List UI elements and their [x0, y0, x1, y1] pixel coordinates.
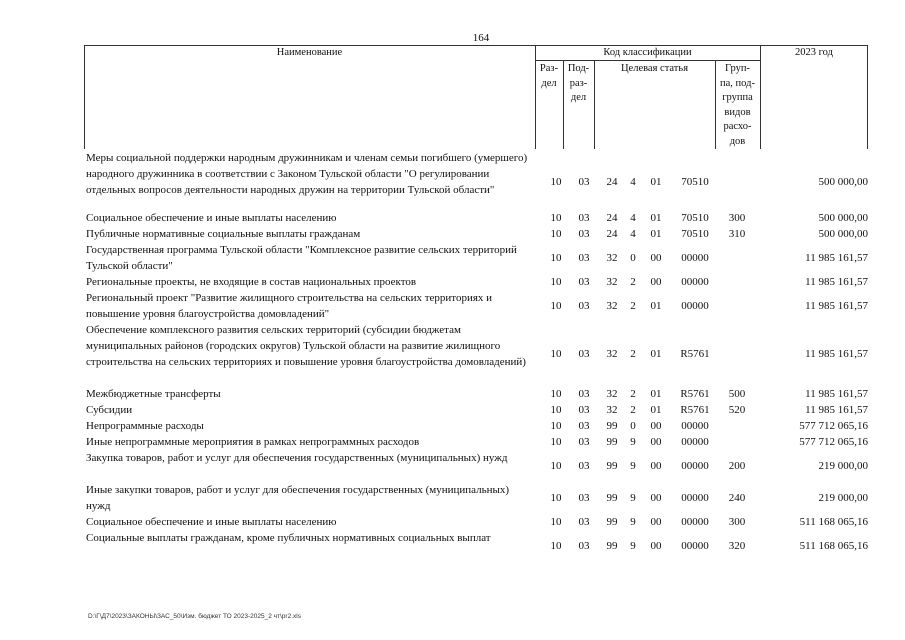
row-name: Обеспечение комплексного развития сельских территорий (субсидии бюджетам муниципальных районов (городских округов) Тульской области на развитие жилищного строительства на сельских территориях и повышение уровня благоустройства домовладений)	[86, 324, 526, 368]
row-cs2: 9	[630, 492, 636, 504]
row-cs4: 00000	[681, 540, 709, 552]
row-name: Иные непрограммные мероприятия в рамках непрограммных расходов	[86, 436, 420, 448]
row-cs4: R5761	[680, 388, 710, 400]
row-cs2: 0	[630, 252, 636, 264]
row-razdel: 10	[550, 212, 562, 224]
row-cs3: 01	[650, 404, 662, 416]
table-row	[86, 210, 868, 226]
header-name: Наименование	[276, 47, 343, 58]
row-razdel: 10	[550, 436, 562, 448]
row-podrazdel: 03	[578, 276, 590, 288]
row-name: Субсидии	[86, 404, 133, 416]
row-cs3: 00	[650, 492, 662, 504]
row-razdel: 10	[550, 460, 562, 472]
row-amount: 11 985 161,57	[805, 348, 868, 360]
row-cs2: 9	[630, 540, 636, 552]
table-row	[86, 434, 868, 450]
row-razdel: 10	[550, 252, 562, 264]
table-row	[86, 514, 868, 530]
row-cs4: 00000	[681, 516, 709, 528]
row-vr: 500	[728, 388, 746, 400]
row-razdel: 10	[550, 420, 562, 432]
row-cs1: 99	[606, 436, 618, 448]
row-podrazdel: 03	[578, 176, 590, 188]
row-razdel: 10	[550, 300, 562, 312]
row-podrazdel: 03	[578, 228, 590, 240]
row-razdel: 10	[550, 348, 562, 360]
header-divider	[760, 45, 761, 149]
table-row	[86, 274, 868, 290]
row-cs1: 99	[606, 516, 618, 528]
row-razdel: 10	[550, 404, 562, 416]
row-cs4: 00000	[681, 420, 709, 432]
row-podrazdel: 03	[578, 252, 590, 264]
row-cs3: 00	[650, 276, 662, 288]
row-cs3: 01	[650, 228, 662, 240]
row-cs1: 32	[606, 300, 618, 312]
row-cs2: 4	[630, 212, 636, 224]
row-razdel: 10	[550, 516, 562, 528]
row-cs2: 4	[630, 176, 636, 188]
row-cs2: 2	[630, 404, 636, 416]
row-cs1: 32	[606, 348, 618, 360]
row-cs1: 32	[606, 276, 618, 288]
row-podrazdel: 03	[578, 212, 590, 224]
row-cs1: 99	[606, 492, 618, 504]
row-cs3: 01	[650, 348, 662, 360]
row-amount: 219 000,00	[818, 460, 868, 472]
row-cs4: 00000	[681, 436, 709, 448]
row-cs3: 00	[650, 516, 662, 528]
table-row	[86, 386, 868, 402]
row-cs2: 2	[630, 348, 636, 360]
row-podrazdel: 03	[578, 300, 590, 312]
row-name: Закупка товаров, работ и услуг для обеспечения государственных (муниципальных) нужд	[86, 452, 508, 464]
row-cs3: 00	[650, 460, 662, 472]
row-cs4: 00000	[681, 276, 709, 288]
header-year: 2023 год	[795, 47, 833, 58]
table-row	[86, 226, 868, 242]
row-name: Региональные проекты, не входящие в состав национальных проектов	[86, 276, 417, 288]
row-amount: 511 168 065,16	[799, 516, 868, 528]
row-razdel: 10	[550, 492, 562, 504]
row-vr: 200	[728, 460, 746, 472]
row-vr: 300	[728, 516, 746, 528]
row-cs3: 01	[650, 212, 662, 224]
row-cs4: 00000	[681, 460, 709, 472]
row-vr: 240	[728, 492, 746, 504]
row-amount: 219 000,00	[818, 492, 868, 504]
row-podrazdel: 03	[578, 388, 590, 400]
row-cs2: 2	[630, 388, 636, 400]
row-vr: 520	[728, 404, 746, 416]
row-amount: 11 985 161,57	[805, 252, 868, 264]
row-vr: 300	[728, 212, 746, 224]
row-amount: 11 985 161,57	[805, 388, 868, 400]
header-target-article: Целевая статья	[620, 63, 689, 74]
row-name: Меры социальной поддержки народным дружинникам и членам семьи погибшего (умершего) народного дружинника в соответствии с Законом Тульской области "О регулировании отдельных вопросов деятельности народных дружин на территории Тульской области"	[86, 152, 528, 196]
row-cs2: 4	[630, 228, 636, 240]
row-cs3: 00	[650, 252, 662, 264]
row-amount: 511 168 065,16	[799, 540, 868, 552]
row-cs2: 9	[630, 460, 636, 472]
table-row	[86, 322, 868, 386]
table-row	[86, 242, 868, 274]
row-name: Публичные нормативные социальные выплаты гражданам	[86, 228, 361, 240]
header-podrazdel: Под- раз- дел	[567, 63, 590, 104]
row-cs4: 00000	[681, 492, 709, 504]
row-cs4: 70510	[681, 228, 709, 240]
row-podrazdel: 03	[578, 516, 590, 528]
row-cs2: 2	[630, 300, 636, 312]
row-razdel: 10	[550, 540, 562, 552]
row-amount: 577 712 065,16	[799, 436, 868, 448]
row-podrazdel: 03	[578, 492, 590, 504]
row-cs3: 01	[650, 300, 662, 312]
row-cs2: 9	[630, 436, 636, 448]
table-row	[86, 450, 868, 482]
row-amount: 577 712 065,16	[799, 420, 868, 432]
header-razdel: Раз- дел	[539, 63, 559, 89]
row-podrazdel: 03	[578, 436, 590, 448]
row-name: Социальные выплаты гражданам, кроме публичных нормативных социальных выплат	[86, 532, 491, 544]
header-expense-group: Груп- па, под- группа видов расхо- дов	[720, 63, 755, 147]
table-row	[86, 402, 868, 418]
row-name: Непрограммные расходы	[86, 420, 204, 432]
row-amount: 500 000,00	[818, 228, 868, 240]
table-row	[86, 290, 868, 322]
row-cs4: 70510	[681, 212, 709, 224]
row-cs3: 00	[650, 420, 662, 432]
row-cs2: 2	[630, 276, 636, 288]
row-amount: 500 000,00	[818, 212, 868, 224]
row-cs1: 24	[606, 212, 618, 224]
row-name: Социальное обеспечение и иные выплаты населению	[86, 516, 337, 528]
row-cs3: 01	[650, 176, 662, 188]
row-amount: 500 000,00	[818, 176, 868, 188]
row-name: Иные закупки товаров, работ и услуг для обеспечения государственных (муниципальных) нужд	[86, 484, 510, 512]
row-podrazdel: 03	[578, 420, 590, 432]
row-razdel: 10	[550, 176, 562, 188]
row-podrazdel: 03	[578, 404, 590, 416]
row-cs1: 24	[606, 176, 618, 188]
row-amount: 11 985 161,57	[805, 300, 868, 312]
row-razdel: 10	[550, 388, 562, 400]
page-number: 164	[472, 32, 490, 44]
row-cs1: 99	[606, 540, 618, 552]
row-name: Социальное обеспечение и иные выплаты населению	[86, 212, 337, 224]
row-vr: 320	[728, 540, 746, 552]
row-cs4: 00000	[681, 300, 709, 312]
row-cs1: 32	[606, 388, 618, 400]
row-podrazdel: 03	[578, 460, 590, 472]
row-podrazdel: 03	[578, 540, 590, 552]
row-cs1: 32	[606, 252, 618, 264]
row-razdel: 10	[550, 228, 562, 240]
file-path-footer: D:\Г\Д7\2023\ЗАКОНЫ\ЗАС_50\Изм. бюджет ТО 2023-2025_2 чт\pr2.xls	[88, 613, 301, 620]
row-cs1: 24	[606, 228, 618, 240]
row-cs3: 00	[650, 540, 662, 552]
row-cs2: 0	[630, 420, 636, 432]
row-name: Государственная программа Тульской области "Комплексное развитие сельских территорий Тульской области"	[86, 244, 517, 272]
row-cs1: 99	[606, 460, 618, 472]
table-row	[86, 530, 868, 562]
row-cs3: 01	[650, 388, 662, 400]
row-vr: 310	[728, 228, 746, 240]
row-podrazdel: 03	[578, 348, 590, 360]
row-name: Межбюджетные трансферты	[86, 388, 221, 400]
row-cs3: 00	[650, 436, 662, 448]
row-cs1: 99	[606, 420, 618, 432]
row-cs2: 9	[630, 516, 636, 528]
row-name: Региональный проект "Развитие жилищного строительства на сельских территориях и повышение уровня благоустройства домовладений"	[86, 292, 493, 320]
row-cs1: 32	[606, 404, 618, 416]
row-amount: 11 985 161,57	[805, 276, 868, 288]
table-row	[86, 418, 868, 434]
row-amount: 11 985 161,57	[805, 404, 868, 416]
row-cs4: R5761	[680, 404, 710, 416]
row-razdel: 10	[550, 276, 562, 288]
header-code: Код классификации	[603, 47, 692, 58]
row-cs4: 00000	[681, 252, 709, 264]
table-row	[86, 150, 868, 214]
row-cs4: 70510	[681, 176, 709, 188]
row-cs4: R5761	[680, 348, 710, 360]
table-row	[86, 482, 868, 514]
